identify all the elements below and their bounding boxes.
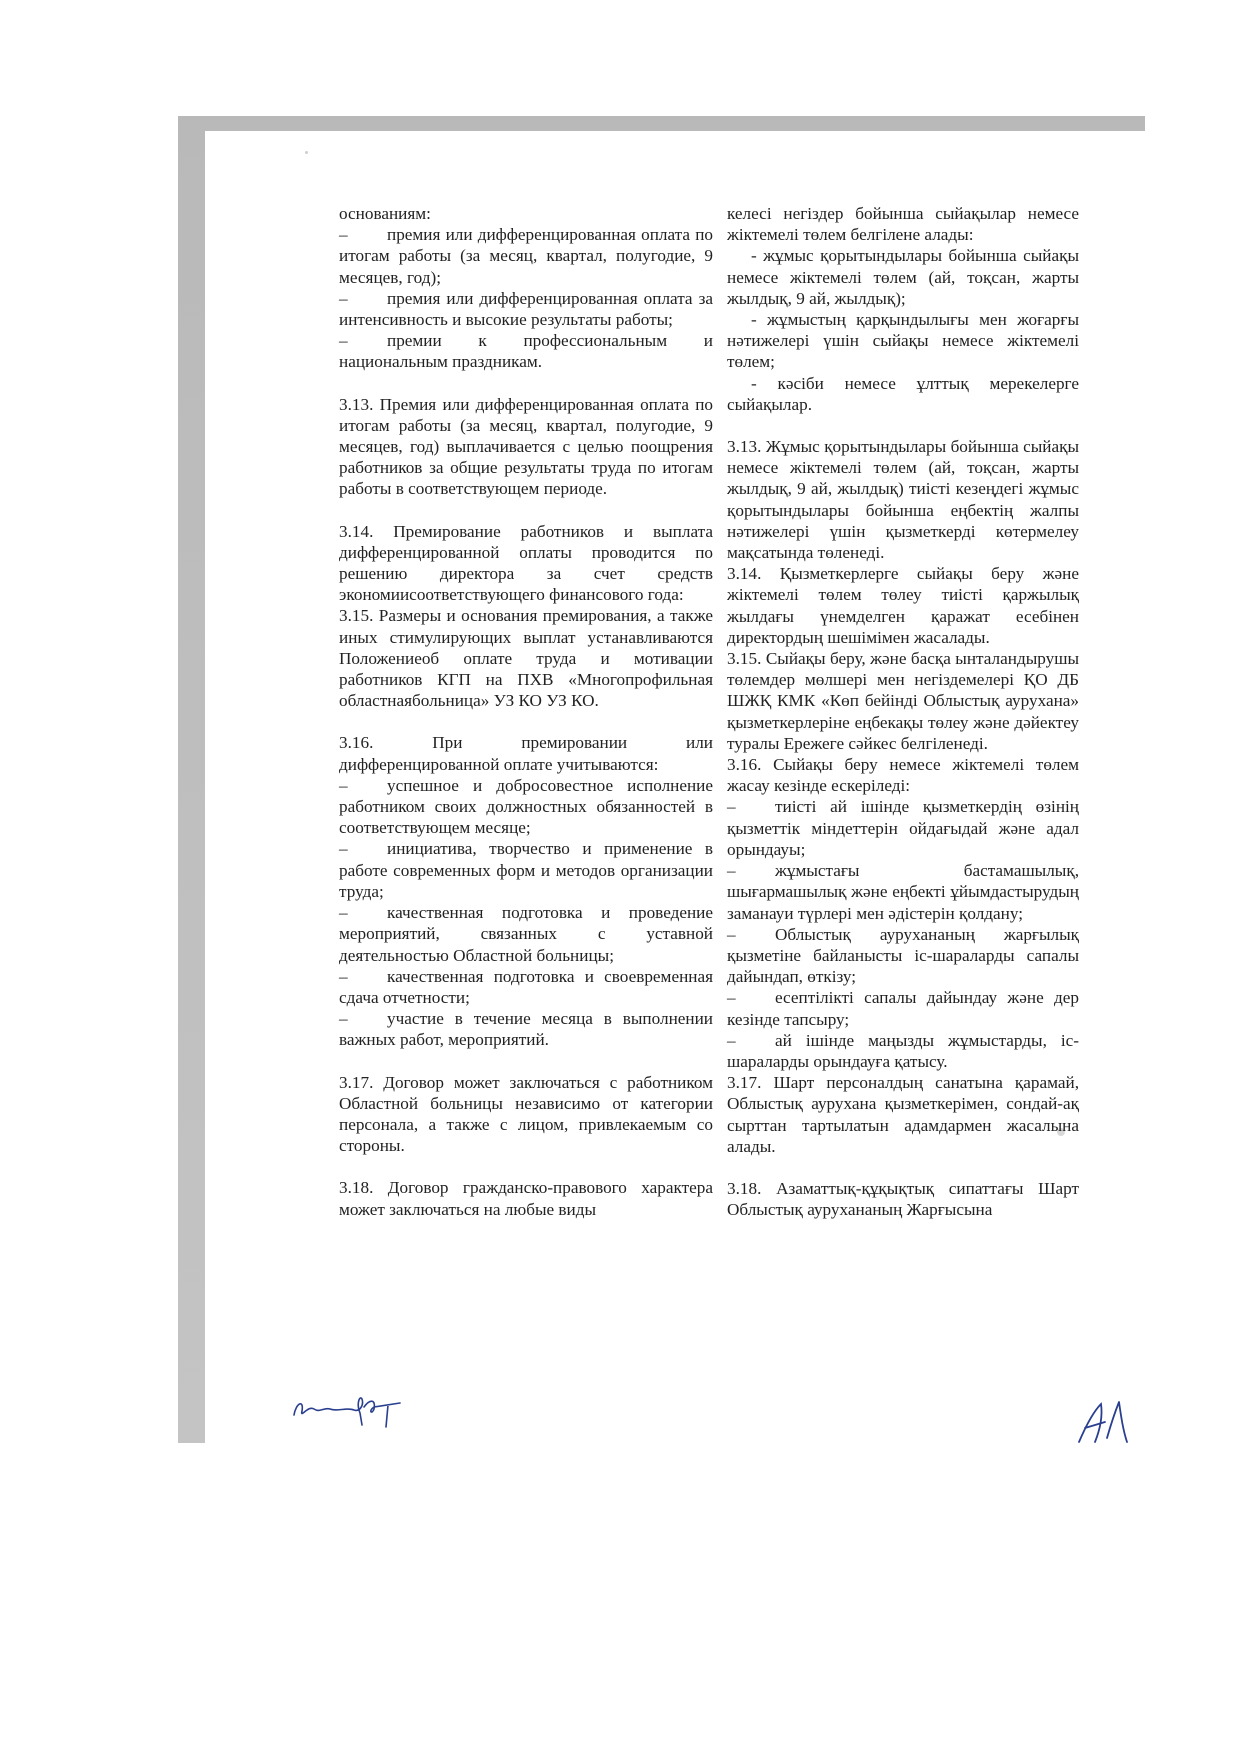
bullet-item: - жұмыс қорытындылары бойынша сыйақы немесе жіктемелі төлем (ай, тоқсан, жарты жылдық, 9 ай, жылдық); — [727, 246, 1079, 308]
paragraph: 3.13. Жұмыс қорытындылары бойынша сыйақы немесе жіктемелі төлем (ай, тоқсан, жарты жылдық, 9 ай, жылдық) тиісті кезеңдегі жұмыс қорытындылары бойынша еңбектің жалпы нәтижелері үшін қызметкерді көтермелеу мақсатында төленеді. — [727, 437, 1079, 563]
dash-bullet-icon: – — [339, 966, 348, 986]
bullet-text: премия или дифференцированная оплата по итогам работы (за месяц, квартал, полугодие, 9 месяцев, год); — [339, 225, 713, 287]
paragraph-gap — [727, 1157, 1079, 1178]
kazakh-text-column — [727, 203, 1079, 1220]
paragraph: 3.17. Договор может заключаться с работником Областной больницы независимо от категории персонала, а также с лицом, привлекаемым со стороны. — [339, 1072, 713, 1156]
paragraph-gap — [339, 1051, 713, 1072]
paragraph-gap — [339, 373, 713, 394]
bullet-text: качественная подготовка и проведение мероприятий, связанных с уставной деятельностью Областной больницы; — [339, 903, 713, 965]
bullet-text: жұмыстағы бастамашылық, шығармашылық және еңбекті ұйымдастырудың заманауи түрлері мен әдістерін қолдану; — [727, 861, 1079, 923]
dash-bullet-icon: – — [727, 1030, 736, 1050]
paragraph: келесі негіздер бойынша сыйақылар немесе жіктемелі төлем белгілене алады: — [727, 204, 1079, 245]
scan-speck — [305, 151, 308, 154]
paragraph: 3.14. Қызметкерлерге сыйақы беру және жіктемелі төлем төлеу тиісті қаржылық жылдағы үнемделген қаражат есебінен директордың шешімімен жасалады. — [727, 564, 1079, 647]
handwritten-initials-icon — [1075, 1398, 1135, 1448]
paragraph: 3.16. При премировании или дифференцированной оплате учитываются: — [339, 733, 713, 774]
bullet-text: ай ішінде маңызды жұмыстарды, іс-шараларды орындауға қатысу. — [727, 1030, 1079, 1071]
dash-bullet-icon: – — [727, 861, 736, 881]
dash-bullet-icon: – — [727, 797, 736, 817]
dash-bullet-icon: – — [339, 903, 348, 923]
paragraph: 3.15. Сыйақы беру, және басқа ынталандырушы төлемдер мөлшері мен негіздемелері ҚО ДБ ШЖҚ КМК «Көп бейінді Облыстық аурухана» қызметкерлеріне еңбекақы төлеу және дәйектеу туралы Ережеге сәйкес белгіленеді. — [727, 649, 1079, 753]
paragraph-gap — [339, 1156, 713, 1177]
paragraph: 3.17. Шарт персоналдың санатына қарамай, Облыстық аурухана қызметкерімен, сондай-ақ сырттан тартылатын адамдармен жасалына алады. — [727, 1073, 1079, 1156]
dash-bullet-icon: – — [339, 288, 348, 308]
paragraph: основаниям: — [339, 204, 431, 223]
bullet-item — [339, 330, 713, 372]
bullet-item — [727, 860, 1079, 924]
paragraph-gap — [727, 415, 1079, 436]
bullet-item — [339, 838, 713, 902]
dash-bullet-icon: – — [339, 775, 348, 795]
bullet-text: тиісті ай ішінде қызметкердің өзінің қызметтік міндеттерін ойдағыдай және адал орындауы; — [727, 797, 1079, 859]
bullet-item — [727, 1030, 1079, 1072]
bullet-text: успешное и добросовестное исполнение работником своих должностных обязанностей в соответствующем месяце; — [339, 775, 713, 838]
dash-bullet-icon: – — [727, 988, 736, 1008]
dash-bullet-icon: – — [339, 331, 348, 351]
paragraph: 3.18. Азаматтық-құқықтық сипаттағы Шарт Облыстық аурухананың Жарғысына — [727, 1178, 1079, 1220]
bullet-text: есептілікті сапалы дайындау және дер кезінде тапсыру; — [727, 988, 1079, 1029]
bullet-text: инициатива, творчество и применение в работе современных форм и методов организации труда; — [339, 839, 713, 901]
bullet-text: Облыстық аурухананың жарғылық қызметіне байланысты іс-шараларды сапалы дайындап, өткізу; — [727, 924, 1079, 987]
bullet-item — [339, 288, 713, 330]
bullet-item: - жұмыстың қарқындылығы мен жоғарғы нәтижелері үшін сыйақы немесе жіктемелі төлем; — [727, 310, 1079, 372]
bullet-text: участие в течение месяца в выполнении важных работ, мероприятий. — [339, 1009, 713, 1050]
bullet-text: премия или дифференцированная оплата за интенсивность и высокие результаты работы; — [339, 288, 713, 330]
bullet-item — [339, 1008, 713, 1050]
bullet-item — [339, 902, 713, 966]
bullet-text: премии к профессиональным и национальным праздникам. — [339, 331, 713, 372]
paragraph-gap — [339, 500, 713, 521]
bullet-item — [727, 796, 1079, 860]
dash-bullet-icon: – — [727, 924, 736, 944]
bullet-item — [339, 224, 713, 288]
bullet-item — [339, 775, 713, 839]
paragraph: 3.16. Сыйақы беру немесе жіктемелі төлем жасау кезінде ескеріледі: — [727, 755, 1079, 796]
paragraph-gap — [339, 711, 713, 732]
bullet-item: - кәсіби немесе ұлттық мерекелерге сыйақылар. — [727, 373, 1079, 414]
dash-bullet-icon: – — [339, 1009, 348, 1029]
bullet-text: качественная подготовка и своевременная сдача отчетности; — [339, 966, 713, 1007]
paragraph: 3.14. Премирование работников и выплата дифференцированной оплаты проводится по решению директора за счет средств экономиисоответствующего финансового года: — [339, 521, 713, 605]
bullet-item — [727, 987, 1079, 1029]
russian-text-column — [339, 203, 713, 1220]
bullet-item — [727, 924, 1079, 988]
paragraph: 3.13. Премия или дифференцированная оплата по итогам работы (за месяц, квартал, полугодие, 9 месяцев, год) выплачивается с целью поощрения работников за общие результаты труда по итогам работы в соответствующем периоде. — [339, 394, 713, 499]
paragraph: 3.18. Договор гражданско-правового характера может заключаться на любые виды — [339, 1178, 713, 1219]
dash-bullet-icon: – — [339, 225, 348, 245]
dash-bullet-icon: – — [339, 839, 348, 859]
handwritten-signature-icon — [290, 1385, 410, 1430]
paragraph: 3.15. Размеры и основания премирования, а также иных стимулирующих выплат устанавливаются Положениеоб оплате труда и мотивации работников КГП на ПХВ «Многопрофильная областнаябольница» УЗ КО УЗ КО. — [339, 606, 713, 711]
bullet-item — [339, 966, 713, 1008]
